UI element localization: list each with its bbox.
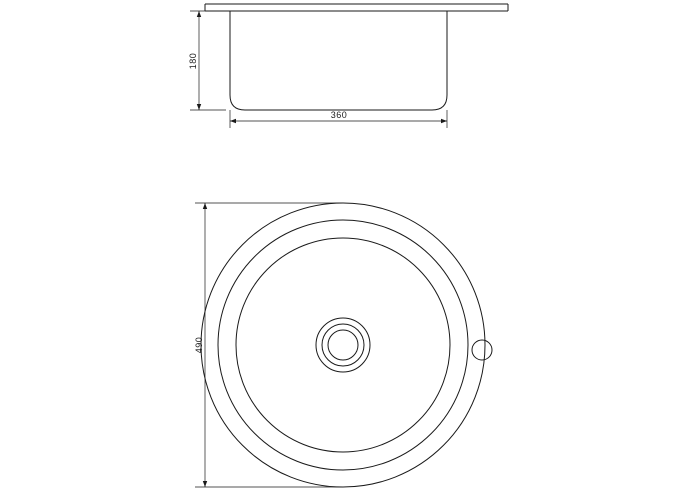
diameter-arrow-bottom bbox=[203, 481, 207, 487]
depth-arrow-bottom bbox=[197, 104, 201, 110]
side-elevation-view bbox=[188, 4, 508, 128]
width-dimension-label: 360 bbox=[330, 110, 348, 120]
bowl-body-outline bbox=[230, 11, 447, 110]
tap-hole-circle bbox=[472, 340, 492, 360]
top-plan-view bbox=[194, 203, 492, 487]
depth-arrow-top bbox=[197, 11, 201, 17]
depth-dimension-label: 180 bbox=[188, 52, 198, 70]
width-arrow-right bbox=[441, 119, 447, 123]
outer-rim-circle bbox=[201, 203, 485, 487]
width-arrow-left bbox=[230, 119, 236, 123]
diameter-dimension-label: 490 bbox=[194, 336, 204, 354]
diameter-arrow-top bbox=[203, 203, 207, 209]
drain-inner-circle bbox=[328, 330, 358, 360]
inner-rim-circle bbox=[218, 220, 468, 470]
drain-outer-circle bbox=[316, 318, 370, 372]
inner-bowl-circle bbox=[236, 238, 450, 452]
